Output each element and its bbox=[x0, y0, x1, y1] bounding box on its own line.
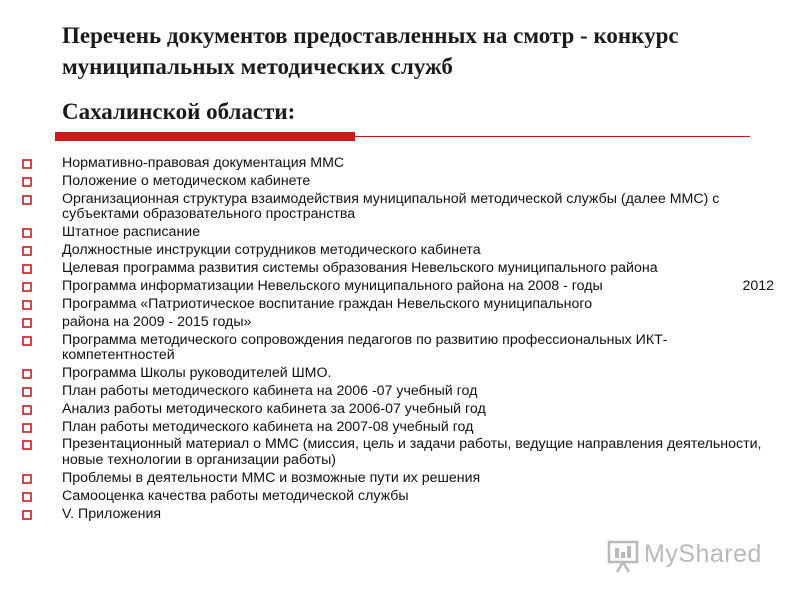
hollow-square-icon bbox=[22, 369, 32, 379]
list-item bbox=[22, 261, 782, 277]
page-subtitle: Сахалинской области: bbox=[62, 99, 296, 124]
list-item-text: Программа Школы руководителей ШМО. bbox=[62, 364, 332, 381]
list-item-text: Штатное расписание bbox=[62, 224, 201, 241]
list-item-text: Самооценка качества работы методической службы bbox=[62, 487, 409, 504]
hollow-square-icon bbox=[22, 423, 32, 433]
list-item bbox=[22, 507, 782, 523]
hollow-square-icon bbox=[22, 246, 32, 256]
presentation-board-icon bbox=[606, 538, 642, 574]
list-item bbox=[22, 243, 782, 259]
list-item bbox=[22, 156, 782, 172]
hollow-square-icon bbox=[22, 387, 32, 397]
list-item bbox=[22, 279, 782, 295]
hollow-square-icon bbox=[22, 510, 32, 520]
hollow-square-icon bbox=[22, 492, 32, 502]
list-item-text: Должностные инструкции сотрудников методического кабинета bbox=[62, 242, 481, 259]
watermark bbox=[604, 536, 774, 576]
hollow-square-icon bbox=[22, 440, 32, 450]
list-item-text: План работы методического кабинета на 2006 -07 учебный год bbox=[62, 382, 478, 399]
hollow-square-icon bbox=[22, 318, 32, 328]
list-item-text: Анализ работы методического кабинета за 2006-07 учебный год bbox=[62, 400, 486, 417]
list-item-text: V. Приложения bbox=[62, 505, 162, 522]
hollow-square-icon bbox=[22, 300, 32, 310]
hollow-square-icon bbox=[22, 159, 32, 169]
list-item bbox=[22, 174, 782, 190]
list-item bbox=[22, 384, 782, 400]
list-item-text: Программа информатизации Невельского муниципального района на 2008 - годы bbox=[62, 277, 603, 294]
list-item-year: 2012 bbox=[742, 277, 774, 294]
hollow-square-icon bbox=[22, 195, 32, 205]
list-item bbox=[22, 366, 782, 382]
title-divider-thin bbox=[355, 136, 750, 137]
list-item bbox=[22, 437, 782, 468]
list-item-text: Положение о методическом кабинете bbox=[62, 172, 311, 189]
hollow-square-icon bbox=[22, 264, 32, 274]
list-item bbox=[22, 471, 782, 487]
list-item-text: района на 2009 - 2015 годы» bbox=[62, 313, 252, 330]
list-item-text: Презентационный материал о ММС (миссия, цель и задачи работы, ведущие направления деятельности, новые технологии в организации работы) bbox=[62, 436, 762, 468]
hollow-square-icon bbox=[22, 228, 32, 238]
hollow-square-icon bbox=[22, 177, 32, 187]
list-item bbox=[22, 420, 782, 436]
list-item-text: Проблемы в деятельности ММС и возможные пути их решения bbox=[62, 469, 481, 486]
list-item-text: Программа «Патриотическое воспитание граждан Невельского муниципального bbox=[62, 295, 593, 312]
list-item-text: Целевая программа развития системы образования Невельского муниципального района bbox=[62, 259, 658, 276]
list-item bbox=[22, 315, 782, 331]
title-divider-thick bbox=[55, 132, 355, 141]
list-item bbox=[22, 489, 782, 505]
list-item-text: План работы методического кабинета на 2007-08 учебный год bbox=[62, 418, 474, 435]
list-item bbox=[22, 192, 782, 223]
list-item bbox=[22, 333, 782, 364]
page-title: Перечень документов предоставленных на смотр - конкурс муниципальных методических служб bbox=[62, 23, 679, 79]
watermark-text: MyShared bbox=[644, 540, 762, 568]
hollow-square-icon bbox=[22, 405, 32, 415]
list-item-text: Организационная структура взаимодействия муниципальной методической службы (далее ММС) с субъектами образовательного пространства bbox=[62, 190, 720, 223]
hollow-square-icon bbox=[22, 282, 32, 292]
list-item bbox=[22, 297, 782, 313]
list-item bbox=[22, 402, 782, 418]
list-item-text: Программа методического сопровождения педагогов по развитию профессиональных ИКТ- компетентностей bbox=[62, 331, 668, 364]
document-list bbox=[22, 156, 782, 525]
list-item-text: Нормативно-правовая документация ММС bbox=[62, 155, 345, 171]
hollow-square-icon bbox=[22, 336, 32, 346]
list-item bbox=[22, 225, 782, 241]
hollow-square-icon bbox=[22, 474, 32, 484]
